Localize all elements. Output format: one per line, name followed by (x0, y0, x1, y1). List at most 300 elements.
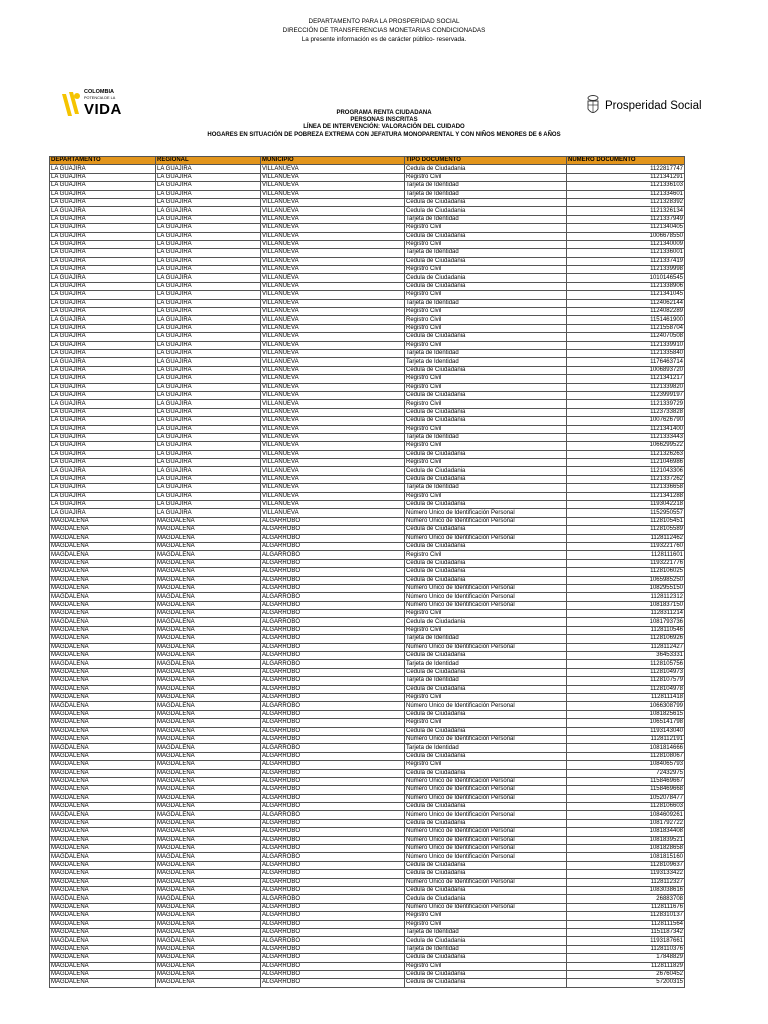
cell-municipio: ALGARROBO (261, 979, 405, 987)
table-row (50, 207, 685, 215)
cell-regional: LA GUAJIRA (156, 358, 261, 366)
cell-departamento: MAGDALENA (50, 962, 156, 970)
cell-numero-documento: 1124070508 (567, 333, 685, 341)
cell-departamento: MAGDALENA (50, 584, 156, 592)
cell-tipo-documento: Número Único de Identificación Personal (405, 534, 567, 542)
cell-municipio: VILLANUEVA (261, 173, 405, 181)
cell-municipio: VILLANUEVA (261, 450, 405, 458)
cell-numero-documento: 1010146545 (567, 274, 685, 282)
cell-tipo-documento: Cedula de Ciudadania (405, 282, 567, 290)
cell-departamento: LA GUAJIRA (50, 400, 156, 408)
cell-regional: LA GUAJIRA (156, 299, 261, 307)
cell-tipo-documento: Registro Civil (405, 492, 567, 500)
cell-departamento: MAGDALENA (50, 979, 156, 987)
table-row (50, 945, 685, 953)
cell-numero-documento: 1128112312 (567, 593, 685, 601)
cell-numero-documento: 1152950557 (567, 509, 685, 517)
cell-tipo-documento: Registro Civil (405, 266, 567, 274)
table-row (50, 341, 685, 349)
table-row (50, 526, 685, 534)
cell-regional: LA GUAJIRA (156, 333, 261, 341)
cell-regional: LA GUAJIRA (156, 400, 261, 408)
cell-departamento: LA GUAJIRA (50, 165, 156, 173)
cell-municipio: ALGARROBO (261, 870, 405, 878)
cell-numero-documento: 1121336103 (567, 182, 685, 190)
program-title (0, 110, 768, 139)
table-row (50, 962, 685, 970)
cell-departamento: MAGDALENA (50, 593, 156, 601)
cell-tipo-documento: Cedula de Ciudadania (405, 886, 567, 894)
column-header-numero-documento: NUMERO DOCUMENTO (567, 157, 685, 165)
cell-numero-documento: 1121334601 (567, 190, 685, 198)
cell-departamento: MAGDALENA (50, 534, 156, 542)
cell-numero-documento: 1128111418 (567, 694, 685, 702)
cell-regional: MAGDALENA (156, 945, 261, 953)
cell-regional: MAGDALENA (156, 920, 261, 928)
cell-municipio: ALGARROBO (261, 559, 405, 567)
table-row (50, 828, 685, 836)
cell-regional: MAGDALENA (156, 954, 261, 962)
table-row (50, 450, 685, 458)
cell-tipo-documento: Cedula de Ciudadania (405, 333, 567, 341)
cell-departamento: LA GUAJIRA (50, 475, 156, 483)
cell-municipio: VILLANUEVA (261, 349, 405, 357)
table-row (50, 182, 685, 190)
cell-municipio: VILLANUEVA (261, 299, 405, 307)
cell-numero-documento: 1083038616 (567, 886, 685, 894)
cell-municipio: ALGARROBO (261, 551, 405, 559)
cell-tipo-documento: Cedula de Ciudadania (405, 576, 567, 584)
cell-regional: LA GUAJIRA (156, 442, 261, 450)
cell-numero-documento: 1121341288 (567, 492, 685, 500)
cell-departamento: LA GUAJIRA (50, 425, 156, 433)
cell-regional: LA GUAJIRA (156, 433, 261, 441)
cell-numero-documento: 1081793736 (567, 618, 685, 626)
cell-municipio: VILLANUEVA (261, 383, 405, 391)
cell-tipo-documento: Cedula de Ciudadania (405, 467, 567, 475)
cell-regional: LA GUAJIRA (156, 274, 261, 282)
cell-regional: MAGDALENA (156, 903, 261, 911)
cell-numero-documento: 1121338906 (567, 282, 685, 290)
cell-regional: MAGDALENA (156, 635, 261, 643)
cell-numero-documento: 1193143040 (567, 727, 685, 735)
cell-departamento: MAGDALENA (50, 559, 156, 567)
cell-departamento: MAGDALENA (50, 886, 156, 894)
table-row (50, 735, 685, 743)
cell-municipio: VILLANUEVA (261, 501, 405, 509)
cell-regional: MAGDALENA (156, 559, 261, 567)
cell-regional: LA GUAJIRA (156, 383, 261, 391)
cell-numero-documento: 1121339729 (567, 400, 685, 408)
cell-numero-documento: 1006893720 (567, 366, 685, 374)
cell-regional: LA GUAJIRA (156, 257, 261, 265)
cell-regional: MAGDALENA (156, 601, 261, 609)
cell-regional: LA GUAJIRA (156, 266, 261, 274)
cell-departamento: LA GUAJIRA (50, 266, 156, 274)
cell-departamento: MAGDALENA (50, 652, 156, 660)
cell-tipo-documento: Cedula de Ciudadania (405, 417, 567, 425)
table-row (50, 509, 685, 517)
cell-tipo-documento: Número Único de Identificación Personal (405, 828, 567, 836)
cell-departamento: MAGDALENA (50, 744, 156, 752)
table-row (50, 349, 685, 357)
cell-numero-documento: 1121326134 (567, 207, 685, 215)
cell-municipio: VILLANUEVA (261, 215, 405, 223)
cell-municipio: VILLANUEVA (261, 308, 405, 316)
cell-municipio: VILLANUEVA (261, 266, 405, 274)
cell-regional: MAGDALENA (156, 845, 261, 853)
cell-tipo-documento: Cedula de Ciudadania (405, 954, 567, 962)
cell-numero-documento: 1121340009 (567, 240, 685, 248)
table-row (50, 198, 685, 206)
cell-regional: MAGDALENA (156, 677, 261, 685)
cell-municipio: VILLANUEVA (261, 391, 405, 399)
cell-numero-documento: 1128110546 (567, 626, 685, 634)
cell-numero-documento: 1084065793 (567, 761, 685, 769)
table-row (50, 819, 685, 827)
table-row (50, 383, 685, 391)
cell-tipo-documento: Cedula de Ciudadania (405, 668, 567, 676)
cell-departamento: LA GUAJIRA (50, 173, 156, 181)
table-row (50, 685, 685, 693)
cell-regional: LA GUAJIRA (156, 240, 261, 248)
cell-departamento: LA GUAJIRA (50, 484, 156, 492)
cell-regional: MAGDALENA (156, 526, 261, 534)
cell-regional: LA GUAJIRA (156, 207, 261, 215)
cell-tipo-documento: Registro Civil (405, 224, 567, 232)
cell-tipo-documento: Cedula de Ciudadania (405, 819, 567, 827)
table-row (50, 912, 685, 920)
cell-tipo-documento: Número Único de Identificación Personal (405, 794, 567, 802)
cell-tipo-documento: Tarjeta de Identidad (405, 744, 567, 752)
cell-tipo-documento: Número Único de Identificación Personal (405, 593, 567, 601)
table-row (50, 954, 685, 962)
cell-tipo-documento: Cedula de Ciudadania (405, 408, 567, 416)
cell-municipio: VILLANUEVA (261, 509, 405, 517)
table-row (50, 475, 685, 483)
cell-regional: LA GUAJIRA (156, 215, 261, 223)
cell-municipio: ALGARROBO (261, 702, 405, 710)
cell-departamento: MAGDALENA (50, 710, 156, 718)
cell-numero-documento: 72432975 (567, 769, 685, 777)
cell-regional: MAGDALENA (156, 861, 261, 869)
cell-municipio: ALGARROBO (261, 668, 405, 676)
cell-numero-documento: 1128105756 (567, 660, 685, 668)
cell-municipio: ALGARROBO (261, 652, 405, 660)
cell-municipio: VILLANUEVA (261, 442, 405, 450)
cell-numero-documento: 1052078477 (567, 794, 685, 802)
cell-departamento: LA GUAJIRA (50, 257, 156, 265)
cell-municipio: VILLANUEVA (261, 492, 405, 500)
cell-numero-documento: 1123999197 (567, 391, 685, 399)
cell-tipo-documento: Número Único de Identificación Personal (405, 777, 567, 785)
cell-regional: MAGDALENA (156, 912, 261, 920)
cell-municipio: VILLANUEVA (261, 257, 405, 265)
cell-numero-documento: 1082955150 (567, 584, 685, 592)
table-body (50, 165, 685, 987)
cell-numero-documento: 1128111601 (567, 551, 685, 559)
cell-numero-documento: 1121341291 (567, 173, 685, 181)
cell-regional: LA GUAJIRA (156, 375, 261, 383)
cell-departamento: LA GUAJIRA (50, 417, 156, 425)
cell-regional: MAGDALENA (156, 761, 261, 769)
cell-tipo-documento: Número Único de Identificación Personal (405, 811, 567, 819)
table-row (50, 677, 685, 685)
cell-regional: MAGDALENA (156, 735, 261, 743)
cell-tipo-documento: Tarjeta de Identidad (405, 660, 567, 668)
cell-tipo-documento: Número Único de Identificación Personal (405, 903, 567, 911)
cell-municipio: VILLANUEVA (261, 249, 405, 257)
cell-numero-documento: 1121328392 (567, 198, 685, 206)
cell-regional: MAGDALENA (156, 618, 261, 626)
cell-numero-documento: 1006678550 (567, 232, 685, 240)
cell-numero-documento: 1128108067 (567, 752, 685, 760)
cell-numero-documento: 1121337262 (567, 475, 685, 483)
cell-departamento: LA GUAJIRA (50, 349, 156, 357)
cell-tipo-documento: Cedula de Ciudadania (405, 542, 567, 550)
cell-tipo-documento: Número Único de Identificación Personal (405, 643, 567, 651)
cell-municipio: VILLANUEVA (261, 291, 405, 299)
table-row (50, 777, 685, 785)
logo-line-3: VIDA (84, 101, 122, 118)
cell-municipio: VILLANUEVA (261, 408, 405, 416)
cell-numero-documento: 1151461900 (567, 316, 685, 324)
cell-regional: LA GUAJIRA (156, 509, 261, 517)
cell-numero-documento: 1121341400 (567, 425, 685, 433)
cell-municipio: VILLANUEVA (261, 425, 405, 433)
cell-tipo-documento: Cedula de Ciudadania (405, 366, 567, 374)
cell-municipio: ALGARROBO (261, 584, 405, 592)
cell-numero-documento: 1066308799 (567, 702, 685, 710)
cell-regional: LA GUAJIRA (156, 324, 261, 332)
table-row (50, 501, 685, 509)
cell-departamento: LA GUAJIRA (50, 182, 156, 190)
cell-tipo-documento: Registro Civil (405, 173, 567, 181)
cell-numero-documento: 1065141798 (567, 719, 685, 727)
cell-numero-documento: 1121340405 (567, 224, 685, 232)
cell-tipo-documento: Tarjeta de Identidad (405, 249, 567, 257)
table-row (50, 853, 685, 861)
cell-departamento: MAGDALENA (50, 601, 156, 609)
table-row (50, 358, 685, 366)
table-row (50, 979, 685, 987)
cell-numero-documento: 1123733828 (567, 408, 685, 416)
cell-municipio: ALGARROBO (261, 794, 405, 802)
cell-regional: LA GUAJIRA (156, 341, 261, 349)
cell-municipio: ALGARROBO (261, 819, 405, 827)
cell-numero-documento: 1128104978 (567, 685, 685, 693)
cell-tipo-documento: Registro Civil (405, 375, 567, 383)
cell-municipio: VILLANUEVA (261, 484, 405, 492)
cell-departamento: LA GUAJIRA (50, 459, 156, 467)
header-line-3: La presente información es de carácter público- reservada. (301, 36, 467, 43)
cell-numero-documento: 1128111676 (567, 903, 685, 911)
cell-municipio: ALGARROBO (261, 643, 405, 651)
cell-municipio: ALGARROBO (261, 677, 405, 685)
cell-regional: MAGDALENA (156, 962, 261, 970)
cell-regional: LA GUAJIRA (156, 291, 261, 299)
cell-departamento: MAGDALENA (50, 777, 156, 785)
cell-departamento: MAGDALENA (50, 610, 156, 618)
cell-departamento: LA GUAJIRA (50, 299, 156, 307)
table-row (50, 559, 685, 567)
cell-regional: LA GUAJIRA (156, 391, 261, 399)
cell-municipio: ALGARROBO (261, 635, 405, 643)
cell-departamento: LA GUAJIRA (50, 433, 156, 441)
cell-municipio: VILLANUEVA (261, 433, 405, 441)
cell-tipo-documento: Cedula de Ciudadania (405, 895, 567, 903)
cell-numero-documento: 1124082289 (567, 308, 685, 316)
table-row (50, 551, 685, 559)
logo-line-2: POTENCIA DE LA (84, 96, 116, 100)
cell-tipo-documento: Número Único de Identificación Personal (405, 836, 567, 844)
cell-tipo-documento: Cedula de Ciudadania (405, 198, 567, 206)
cell-regional: MAGDALENA (156, 551, 261, 559)
cell-numero-documento: 1121339998 (567, 266, 685, 274)
cell-numero-documento: 1128106926 (567, 635, 685, 643)
document-header (0, 17, 768, 44)
table-row (50, 333, 685, 341)
cell-municipio: ALGARROBO (261, 660, 405, 668)
cell-departamento: LA GUAJIRA (50, 224, 156, 232)
cell-departamento: LA GUAJIRA (50, 316, 156, 324)
cell-numero-documento: 1121335840 (567, 349, 685, 357)
cell-tipo-documento: Cedula de Ciudadania (405, 769, 567, 777)
cell-regional: MAGDALENA (156, 593, 261, 601)
cell-municipio: ALGARROBO (261, 576, 405, 584)
cell-numero-documento: 1158469667 (567, 777, 685, 785)
cell-regional: MAGDALENA (156, 836, 261, 844)
cell-tipo-documento: Cedula de Ciudadania (405, 710, 567, 718)
cell-departamento: MAGDALENA (50, 803, 156, 811)
cell-tipo-documento: Cedula de Ciudadania (405, 970, 567, 978)
cell-tipo-documento: Registro Civil (405, 341, 567, 349)
cell-numero-documento: 1124062144 (567, 299, 685, 307)
cell-municipio: ALGARROBO (261, 811, 405, 819)
table-row (50, 391, 685, 399)
cell-regional: MAGDALENA (156, 710, 261, 718)
cell-departamento: MAGDALENA (50, 845, 156, 853)
cell-regional: MAGDALENA (156, 769, 261, 777)
cell-tipo-documento: Registro Civil (405, 425, 567, 433)
cell-municipio: VILLANUEVA (261, 198, 405, 206)
cell-municipio: ALGARROBO (261, 610, 405, 618)
cell-municipio: ALGARROBO (261, 928, 405, 936)
cell-numero-documento: 1128104973 (567, 668, 685, 676)
cell-regional: MAGDALENA (156, 853, 261, 861)
table-row (50, 635, 685, 643)
cell-numero-documento: 1121341217 (567, 375, 685, 383)
cell-tipo-documento: Registro Civil (405, 694, 567, 702)
cell-tipo-documento: Cedula de Ciudadania (405, 568, 567, 576)
cell-departamento: LA GUAJIRA (50, 509, 156, 517)
cell-regional: LA GUAJIRA (156, 366, 261, 374)
cell-numero-documento: 1193221760 (567, 542, 685, 550)
cell-tipo-documento: Registro Civil (405, 308, 567, 316)
cell-tipo-documento: Cedula de Ciudadania (405, 752, 567, 760)
program-line-2: PERSONAS INSCRITAS (350, 117, 418, 124)
cell-tipo-documento: Registro Civil (405, 459, 567, 467)
cell-departamento: MAGDALENA (50, 568, 156, 576)
cell-tipo-documento: Tarjeta de Identidad (405, 635, 567, 643)
cell-tipo-documento: Tarjeta de Identidad (405, 182, 567, 190)
cell-numero-documento: 1158469668 (567, 786, 685, 794)
cell-numero-documento: 1121339820 (567, 383, 685, 391)
cell-departamento: LA GUAJIRA (50, 450, 156, 458)
cell-regional: MAGDALENA (156, 668, 261, 676)
cell-numero-documento: 1007626790 (567, 417, 685, 425)
cell-numero-documento: 1121337419 (567, 257, 685, 265)
table-row (50, 593, 685, 601)
cell-municipio: VILLANUEVA (261, 274, 405, 282)
cell-regional: MAGDALENA (156, 886, 261, 894)
cell-regional: MAGDALENA (156, 517, 261, 525)
cell-numero-documento: 1081825615 (567, 710, 685, 718)
cell-departamento: LA GUAJIRA (50, 333, 156, 341)
cell-municipio: VILLANUEVA (261, 224, 405, 232)
column-header-tipo-documento: TIPO DOCUMENTO (405, 157, 567, 165)
cell-municipio: ALGARROBO (261, 845, 405, 853)
cell-regional: LA GUAJIRA (156, 450, 261, 458)
cell-departamento: LA GUAJIRA (50, 274, 156, 282)
cell-tipo-documento: Cedula de Ciudadania (405, 257, 567, 265)
table-row (50, 970, 685, 978)
table-row (50, 484, 685, 492)
table-row (50, 433, 685, 441)
cell-regional: MAGDALENA (156, 568, 261, 576)
cell-departamento: MAGDALENA (50, 719, 156, 727)
cell-tipo-documento: Cedula de Ciudadania (405, 232, 567, 240)
cell-tipo-documento: Cedula de Ciudadania (405, 618, 567, 626)
table-row (50, 761, 685, 769)
cell-regional: MAGDALENA (156, 694, 261, 702)
cell-numero-documento: 1121336001 (567, 249, 685, 257)
cell-tipo-documento: Registro Civil (405, 316, 567, 324)
cell-departamento: MAGDALENA (50, 819, 156, 827)
cell-regional: MAGDALENA (156, 702, 261, 710)
cell-municipio: ALGARROBO (261, 962, 405, 970)
cell-departamento: MAGDALENA (50, 853, 156, 861)
cell-departamento: LA GUAJIRA (50, 190, 156, 198)
cell-regional: LA GUAJIRA (156, 459, 261, 467)
cell-departamento: LA GUAJIRA (50, 341, 156, 349)
cell-departamento: LA GUAJIRA (50, 215, 156, 223)
cell-municipio: ALGARROBO (261, 710, 405, 718)
cell-municipio: VILLANUEVA (261, 333, 405, 341)
cell-municipio: VILLANUEVA (261, 240, 405, 248)
cell-regional: LA GUAJIRA (156, 173, 261, 181)
cell-departamento: MAGDALENA (50, 878, 156, 886)
cell-departamento: MAGDALENA (50, 702, 156, 710)
table-row (50, 215, 685, 223)
cell-departamento: LA GUAJIRA (50, 291, 156, 299)
cell-regional: MAGDALENA (156, 542, 261, 550)
table-row (50, 316, 685, 324)
cell-regional: MAGDALENA (156, 744, 261, 752)
cell-municipio: VILLANUEVA (261, 459, 405, 467)
cell-tipo-documento: Número Único de Identificación Personal (405, 601, 567, 609)
cell-numero-documento: 1193042218 (567, 501, 685, 509)
table-row (50, 878, 685, 886)
table-row (50, 299, 685, 307)
cell-municipio: VILLANUEVA (261, 358, 405, 366)
cell-numero-documento: 1081837150 (567, 601, 685, 609)
cell-municipio: VILLANUEVA (261, 324, 405, 332)
cell-regional: LA GUAJIRA (156, 224, 261, 232)
cell-departamento: MAGDALENA (50, 735, 156, 743)
table-row (50, 601, 685, 609)
cell-regional: MAGDALENA (156, 803, 261, 811)
